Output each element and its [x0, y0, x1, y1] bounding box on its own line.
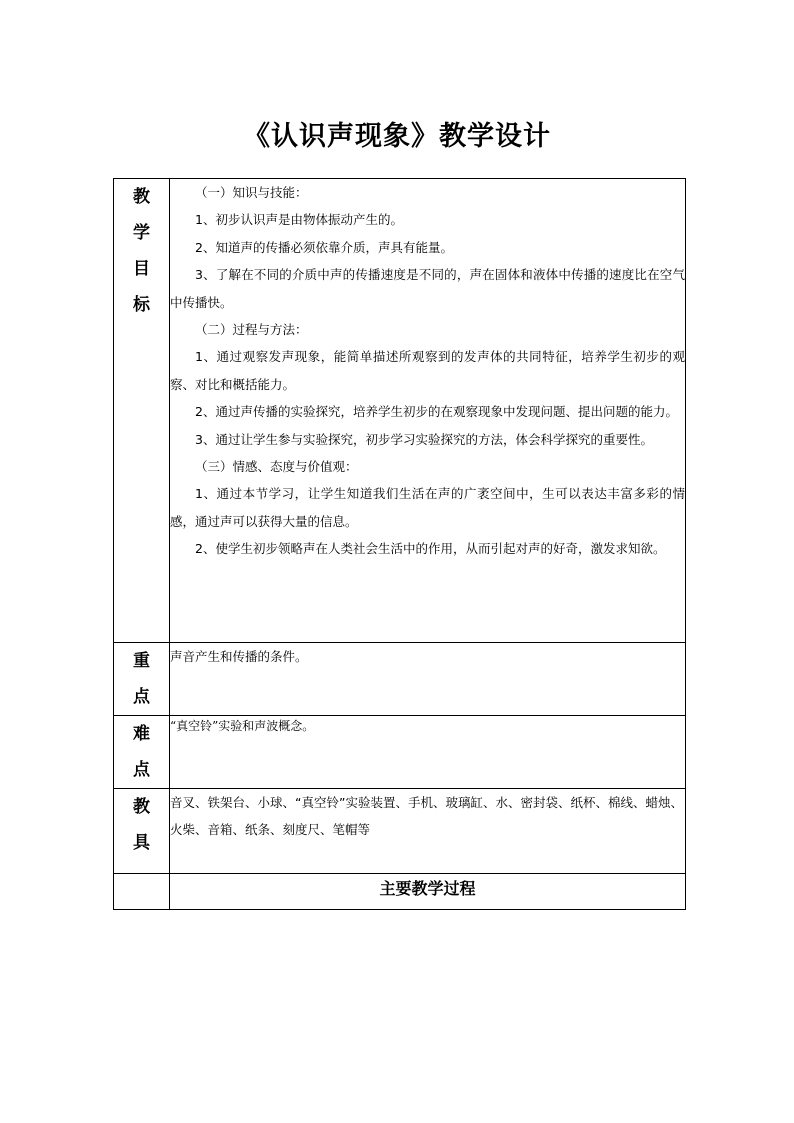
process-title: 主要教学过程 — [170, 874, 686, 910]
document-title: 《认识声现象》教学设计 — [243, 121, 551, 152]
lesson-plan-table — [113, 178, 686, 910]
difficulties-content: “真空铃”实验和声波概念。 — [170, 716, 686, 789]
goal-heading: （三）情感、态度与价值观： — [195, 459, 358, 475]
tools-row — [114, 789, 686, 874]
tools-label-char: 具 — [133, 833, 150, 853]
difficulties-row — [114, 716, 686, 789]
difficulties-label-char: 难 — [133, 724, 150, 744]
tools-label-char: 教 — [133, 797, 150, 817]
key-points-row — [114, 643, 686, 716]
key-points-label-cell — [114, 643, 170, 716]
difficulties-label-char: 点 — [133, 760, 150, 780]
goal-heading: （二）过程与方法： — [195, 322, 308, 338]
goals-label-cell — [114, 179, 170, 643]
goals-label-char: 标 — [133, 295, 150, 315]
key-points-label-char: 重 — [133, 651, 150, 671]
process-row — [114, 874, 686, 910]
goal-item: 1、通过本节学习，让学生知道我们生活在声的广袤空间中，生可以表达丰富多彩的情感，通过声可以获得大量的信息。 — [170, 486, 685, 529]
goals-label-char: 教 — [133, 187, 150, 207]
goal-item: 2、使学生初步领略声在人类社会生活中的作用，从而引起对声的好奇，激发求知欲。 — [195, 541, 666, 557]
goals-row — [114, 179, 686, 643]
goals-label-char: 学 — [133, 223, 150, 243]
goal-heading: （一）知识与技能： — [195, 185, 308, 200]
process-label-cell — [114, 874, 170, 910]
goal-item: 1、初步认识声是由物体振动产生的。 — [195, 212, 403, 228]
goal-item: 3、了解在不同的介质中声的传播速度是不同的，声在固体和液体中传播的速度比在空气中传播快。 — [170, 267, 685, 310]
goal-item: 2、知道声的传播必须依靠介质，声具有能量。 — [195, 239, 453, 255]
key-points-label-char: 点 — [133, 687, 150, 707]
difficulties-label-cell — [114, 716, 170, 789]
goal-item: 3、通过让学生参与实验探究，初步学习实验探究的方法，体会科学探究的重要性。 — [195, 431, 653, 447]
goals-content — [170, 179, 686, 643]
goal-item: 2、通过声传播的实验探究，培养学生初步的在观察现象中发现问题、提出问题的能力。 — [195, 404, 678, 420]
goal-item: 1、通过观察发声现象，能简单描述所观察到的发声体的共同特征，培养学生初步的观察、对比和概括能力。 — [170, 349, 685, 392]
tools-label-cell — [114, 789, 170, 874]
tools-content: 音叉、铁架台、小球、“真空铃”实验装置、手机、玻璃缸、水、密封袋、纸杯、棉线、蜡烛、火柴、音箱、纸条、刻度尺、笔帽等 — [170, 789, 686, 874]
goals-label-char: 目 — [133, 259, 150, 279]
key-points-content: 声音产生和传播的条件。 — [170, 643, 686, 716]
